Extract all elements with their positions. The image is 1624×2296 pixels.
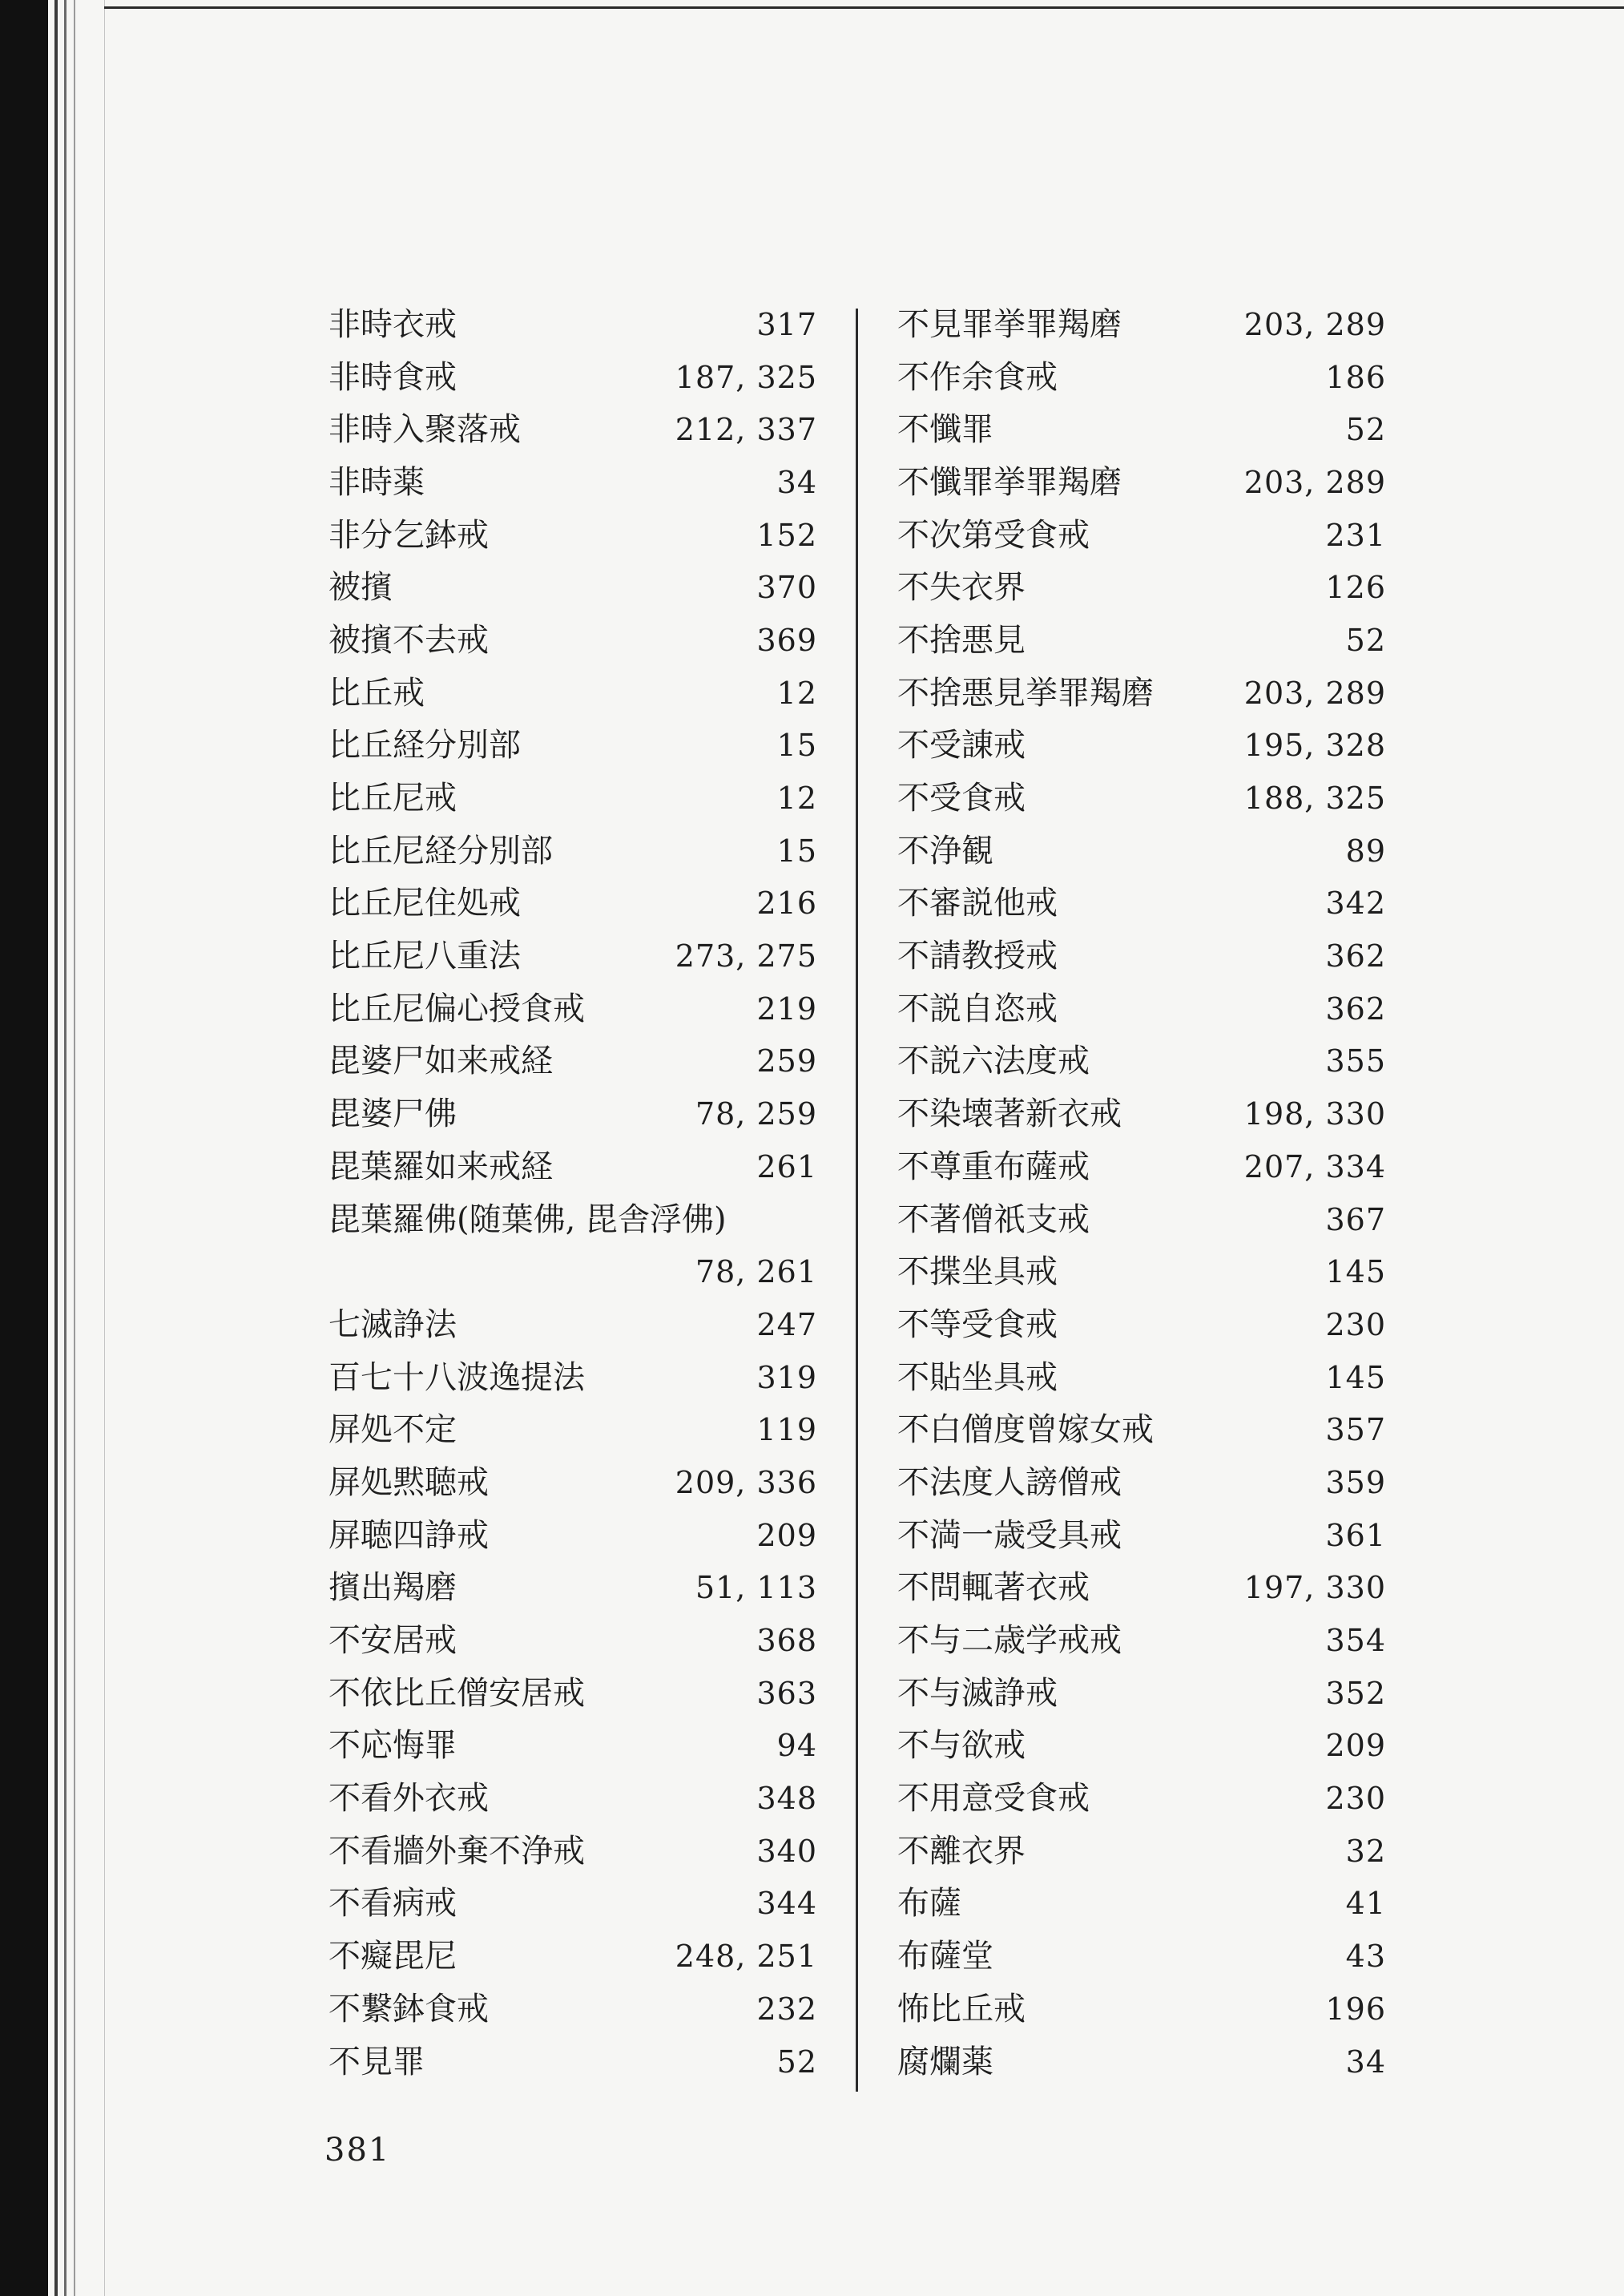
index-pages: 231 — [1325, 517, 1386, 553]
index-term: 不捨悪見 — [897, 621, 1026, 659]
index-pages: 119 — [756, 1412, 817, 1448]
index-entry — [897, 1772, 1386, 1825]
index-entry — [897, 456, 1386, 509]
index-pages: 145 — [1325, 1359, 1386, 1395]
index-entry — [328, 403, 817, 456]
index-pages: 12 — [776, 675, 817, 711]
index-entry — [897, 1298, 1386, 1351]
index-pages: 247 — [756, 1306, 817, 1342]
column-divider — [856, 309, 858, 2092]
index-pages: 15 — [776, 728, 817, 764]
index-term: 不審説他戒 — [897, 885, 1058, 922]
index-entry — [328, 1035, 817, 1088]
index-entry — [897, 1720, 1386, 1773]
index-entry — [328, 1403, 817, 1456]
index-pages: 52 — [1345, 412, 1386, 448]
index-term: 毘婆尸佛 — [328, 1096, 457, 1133]
index-term: 不受諌戒 — [897, 727, 1026, 765]
index-term: 腐爛薬 — [897, 2043, 993, 2080]
index-pages: 273, 275 — [675, 938, 817, 974]
index-term: 不懺罪 — [897, 411, 993, 449]
index-term: 非時衣戒 — [328, 305, 457, 343]
index-term: 比丘戒 — [328, 674, 425, 712]
index-term: 非時入聚落戒 — [328, 411, 521, 449]
index-term: 七滅諍法 — [328, 1305, 457, 1343]
index-entry — [897, 983, 1386, 1035]
top-edge-rule — [104, 6, 1624, 9]
index-pages: 261 — [756, 1148, 817, 1184]
binding-edge — [54, 0, 58, 2296]
binding-edge — [74, 0, 75, 2296]
index-entry — [328, 614, 817, 667]
index-term: 毘葉羅佛(随葉佛, 毘舎浮佛) — [328, 1200, 727, 1238]
index-term: 不看病戒 — [328, 1885, 457, 1923]
index-entry — [328, 1930, 817, 1983]
index-entry — [897, 298, 1386, 351]
index-entry — [897, 1667, 1386, 1720]
index-pages: 145 — [1325, 1254, 1386, 1290]
index-entry — [328, 1140, 817, 1193]
index-entry — [328, 825, 817, 878]
index-entry — [897, 1983, 1386, 2036]
index-term: 不安居戒 — [328, 1622, 457, 1660]
index-term: 布薩堂 — [897, 1938, 993, 1975]
index-term: 不等受食戒 — [897, 1305, 1058, 1343]
index-pages: 52 — [776, 2044, 817, 2080]
index-term: 不依比丘僧安居戒 — [328, 1674, 585, 1712]
index-term: 比丘尼経分別部 — [328, 832, 553, 870]
index-pages: 216 — [756, 886, 817, 922]
index-term: 不法度人謗僧戒 — [897, 1463, 1122, 1501]
index-pages: 32 — [1345, 1833, 1386, 1869]
index-entry — [897, 878, 1386, 930]
index-entry — [897, 1245, 1386, 1298]
index-entry — [897, 614, 1386, 667]
index-pages: 186 — [1325, 359, 1386, 395]
index-term: 屏処不定 — [328, 1411, 457, 1449]
index-term: 比丘尼偏心授食戒 — [328, 990, 585, 1027]
index-term: 不見罪 — [328, 2043, 425, 2080]
index-term: 不染壊著新衣戒 — [897, 1096, 1122, 1133]
index-entry — [897, 351, 1386, 404]
index-term: 不捨悪見挙罪羯磨 — [897, 674, 1154, 712]
index-entry — [897, 772, 1386, 825]
index-pages: 187, 325 — [675, 359, 817, 395]
index-entry — [328, 1562, 817, 1615]
index-pages: 212, 337 — [675, 412, 817, 448]
index-term: 不看牆外棄不浄戒 — [328, 1832, 585, 1870]
index-pages: 317 — [756, 306, 817, 342]
index-pages: 342 — [1325, 886, 1386, 922]
index-pages: 207, 334 — [1243, 1148, 1386, 1184]
index-pages: 209 — [1325, 1728, 1386, 1764]
index-pages: 15 — [776, 833, 817, 869]
index-term: 不看外衣戒 — [328, 1780, 489, 1818]
index-entry — [328, 2036, 817, 2088]
index-entry — [328, 1825, 817, 1878]
index-entry — [897, 403, 1386, 456]
index-pages: 230 — [1325, 1306, 1386, 1342]
index-term: 被擯 — [328, 569, 393, 607]
index-entry — [328, 772, 817, 825]
index-pages: 367 — [1325, 1201, 1386, 1237]
index-entry — [328, 456, 817, 509]
index-pages: 230 — [1325, 1781, 1386, 1817]
index-pages: 43 — [1345, 1939, 1386, 1975]
index-pages: 203, 289 — [1243, 464, 1386, 500]
index-entry — [897, 825, 1386, 878]
index-entry — [328, 1878, 817, 1931]
index-term: 不失衣界 — [897, 569, 1026, 607]
index-entry — [328, 1614, 817, 1667]
index-entry — [897, 667, 1386, 720]
index-term: 不揲坐具戒 — [897, 1253, 1058, 1291]
index-pages: 198, 330 — [1243, 1096, 1386, 1132]
index-term: 毘婆尸如来戒経 — [328, 1043, 553, 1080]
index-term: 非時薬 — [328, 463, 425, 501]
index-entry — [897, 561, 1386, 614]
index-entry — [328, 509, 817, 562]
index-entry — [897, 930, 1386, 983]
index-pages: 209 — [756, 1517, 817, 1553]
index-pages: 340 — [756, 1833, 817, 1869]
index-term: 非時食戒 — [328, 358, 457, 396]
index-entry — [328, 878, 817, 930]
index-pages: 203, 289 — [1243, 675, 1386, 711]
index-entry — [328, 1720, 817, 1773]
index-term: 不次第受食戒 — [897, 516, 1090, 554]
index-term: 擯出羯磨 — [328, 1569, 457, 1607]
index-term: 不応悔罪 — [328, 1727, 457, 1765]
index-column-right — [897, 298, 1386, 2088]
index-term: 不作余食戒 — [897, 358, 1058, 396]
index-entry — [897, 1930, 1386, 1983]
index-term: 被擯不去戒 — [328, 621, 489, 659]
index-pages: 361 — [1325, 1517, 1386, 1553]
index-pages: 363 — [756, 1675, 817, 1711]
index-pages: 219 — [756, 991, 817, 1027]
index-pages: 344 — [756, 1886, 817, 1922]
index-pages: 94 — [776, 1728, 817, 1764]
index-entry — [897, 1403, 1386, 1456]
index-entry — [328, 561, 817, 614]
index-term: 不与二歳学戒戒 — [897, 1622, 1122, 1660]
index-pages: 195, 328 — [1243, 728, 1386, 764]
index-pages: 369 — [756, 622, 817, 658]
index-term: 不懺罪挙罪羯磨 — [897, 463, 1122, 501]
index-term: 不受食戒 — [897, 780, 1026, 817]
index-term: 比丘尼戒 — [328, 780, 457, 817]
index-entry — [897, 1562, 1386, 1615]
index-pages: 362 — [1325, 938, 1386, 974]
index-term: 不尊重布薩戒 — [897, 1148, 1090, 1185]
index-pages: 197, 330 — [1243, 1570, 1386, 1606]
index-entry — [328, 1772, 817, 1825]
index-entry — [328, 667, 817, 720]
index-entry — [328, 1509, 817, 1562]
index-pages: 126 — [1325, 570, 1386, 606]
index-term: 屏処黙聴戒 — [328, 1463, 489, 1501]
index-term: 毘葉羅如来戒経 — [328, 1148, 553, 1185]
index-term: 不説六法度戒 — [897, 1043, 1090, 1080]
index-entry — [328, 720, 817, 773]
binding-shadow — [0, 0, 48, 2296]
index-pages: 248, 251 — [675, 1939, 817, 1975]
index-term: 不請教授戒 — [897, 938, 1058, 975]
index-entry — [897, 1087, 1386, 1140]
index-entry — [897, 509, 1386, 562]
index-pages: 319 — [756, 1359, 817, 1395]
index-entry — [328, 1351, 817, 1404]
index-entry — [328, 1298, 817, 1351]
index-pages: 355 — [1325, 1043, 1386, 1079]
index-entry — [328, 351, 817, 404]
index-entry — [328, 1245, 817, 1298]
index-entry — [897, 1140, 1386, 1193]
index-pages: 51, 113 — [695, 1570, 817, 1606]
index-entry — [897, 1035, 1386, 1088]
index-entry — [328, 983, 817, 1035]
index-pages: 34 — [1345, 2044, 1386, 2080]
index-pages: 354 — [1325, 1623, 1386, 1659]
binding-edge — [104, 0, 105, 2296]
page-number: 381 — [324, 2132, 391, 2169]
index-term: 不説自恣戒 — [897, 990, 1058, 1027]
index-entry — [897, 1878, 1386, 1931]
index-term: 布薩 — [897, 1885, 961, 1923]
index-pages: 232 — [756, 1991, 817, 2027]
index-term: 不癡毘尼 — [328, 1938, 457, 1975]
index-term: 比丘経分別部 — [328, 727, 521, 765]
index-pages: 78, 261 — [695, 1254, 817, 1290]
index-entry — [897, 720, 1386, 773]
index-entry — [328, 1983, 817, 2036]
index-entry — [897, 1351, 1386, 1404]
index-term: 比丘尼八重法 — [328, 938, 521, 975]
index-term: 不与滅諍戒 — [897, 1674, 1058, 1712]
index-entry — [328, 930, 817, 983]
index-term: 怖比丘戒 — [897, 1990, 1026, 2028]
index-pages: 352 — [1325, 1675, 1386, 1711]
index-entry — [897, 1614, 1386, 1667]
index-term: 不貼坐具戒 — [897, 1358, 1058, 1396]
index-pages: 34 — [776, 464, 817, 500]
index-pages: 188, 325 — [1243, 781, 1386, 817]
index-entry — [897, 1509, 1386, 1562]
index-term: 百七十八波逸提法 — [328, 1358, 585, 1396]
index-entry — [328, 298, 817, 351]
index-term: 不用意受食戒 — [897, 1780, 1090, 1818]
index-pages: 348 — [756, 1781, 817, 1817]
index-entry — [328, 1193, 817, 1246]
index-term: 不著僧祇支戒 — [897, 1200, 1090, 1238]
index-pages: 209, 336 — [675, 1464, 817, 1500]
index-pages: 368 — [756, 1623, 817, 1659]
index-pages: 359 — [1325, 1464, 1386, 1500]
index-pages: 152 — [756, 517, 817, 553]
index-pages: 89 — [1345, 833, 1386, 869]
binding-edge — [64, 0, 66, 2296]
index-pages: 362 — [1325, 991, 1386, 1027]
index-pages: 12 — [776, 781, 817, 817]
index-pages: 370 — [756, 570, 817, 606]
index-term: 屏聴四諍戒 — [328, 1516, 489, 1554]
index-entry — [328, 1456, 817, 1509]
index-entry — [897, 1456, 1386, 1509]
index-pages: 78, 259 — [695, 1096, 817, 1132]
index-entry — [897, 1193, 1386, 1246]
index-pages: 203, 289 — [1243, 306, 1386, 342]
index-pages: 259 — [756, 1043, 817, 1079]
index-term: 不満一歳受具戒 — [897, 1516, 1122, 1554]
index-term: 不与欲戒 — [897, 1727, 1026, 1765]
index-pages: 52 — [1345, 622, 1386, 658]
index-term: 不見罪挙罪羯磨 — [897, 305, 1122, 343]
index-term: 不白僧度曾嫁女戒 — [897, 1411, 1154, 1449]
index-entry — [328, 1667, 817, 1720]
index-term: 不離衣界 — [897, 1832, 1026, 1870]
index-pages: 196 — [1325, 1991, 1386, 2027]
index-term: 比丘尼住処戒 — [328, 885, 521, 922]
index-column-left — [328, 298, 817, 2088]
index-term: 不繋鉢食戒 — [328, 1990, 489, 2028]
index-pages: 357 — [1325, 1412, 1386, 1448]
index-term: 非分乞鉢戒 — [328, 516, 489, 554]
index-entry — [328, 1087, 817, 1140]
index-entry — [897, 1825, 1386, 1878]
index-entry — [897, 2036, 1386, 2088]
index-term: 不浄観 — [897, 832, 993, 870]
index-term: 不問輒著衣戒 — [897, 1569, 1090, 1607]
index-pages: 41 — [1345, 1886, 1386, 1922]
